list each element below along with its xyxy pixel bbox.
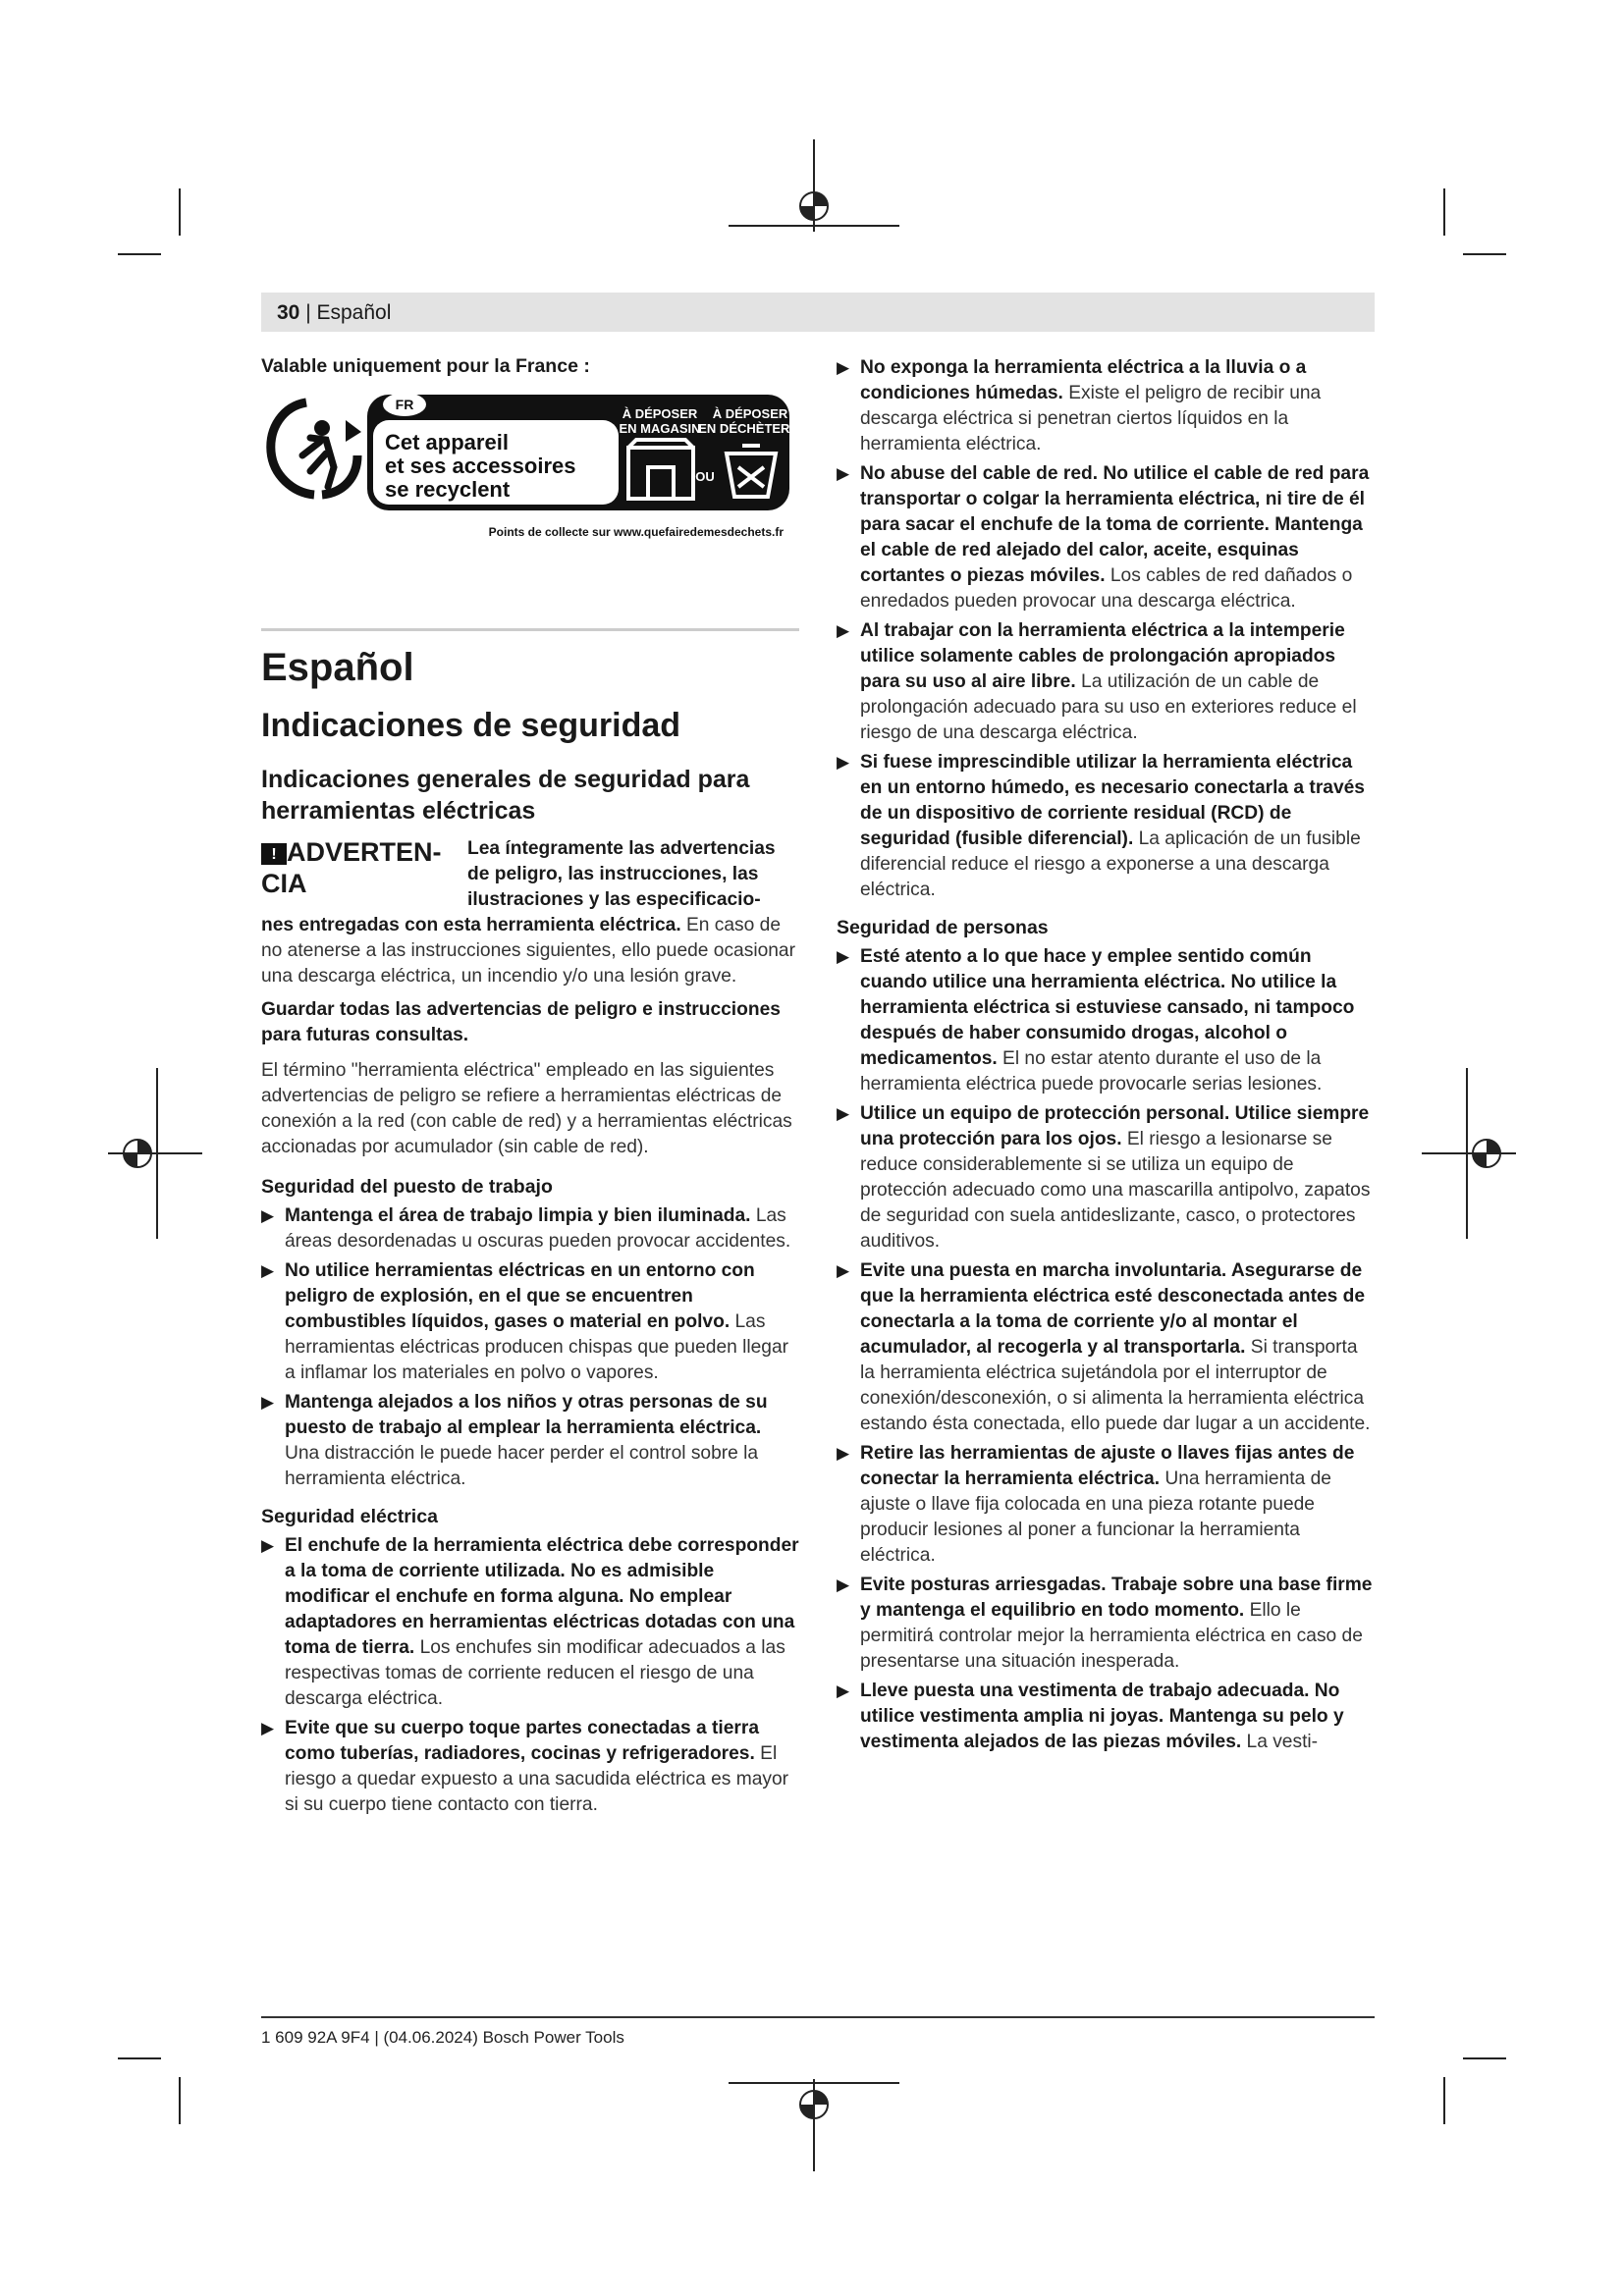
list-item: ▶ Mantenga alejados a los niños y otras personas de su puesto de trabajo al emplear la herramienta eléctrica. Una distracción le puede hacer perder el control sobre la herramienta eléctrica. [261, 1392, 768, 1489]
recycle-line3: se recyclent [385, 477, 511, 502]
safety-title: Indicaciones de seguridad [261, 707, 681, 744]
warning-icon: ! [261, 843, 287, 865]
list-item: ▶ No exponga la herramienta eléctrica a la lluvia o a condiciones húmedas. Existe el peligro de recibir una descarga eléctrica si penetran ciertos líquidos en la herramienta eléctrica. [837, 357, 1322, 454]
electrical-heading: Seguridad eléctrica [261, 1506, 438, 1527]
warning-label: ! ADVERTEN- CIA [261, 837, 442, 898]
language-title: Español [261, 646, 414, 689]
footer-rule [261, 2016, 1375, 2018]
list-item: ▶ Retire las herramientas de ajuste o llaves fijas antes de conectar la herramienta eléctrica. Una herramienta de ajuste o llave fija colocada en una pieza rotante puede producir lesiones al poner a funcionar la herramienta eléctrica. [837, 1443, 1355, 1566]
list-item: ▶ Lleve puesta una vestimenta de trabajo adecuada. No utilice vestimenta amplia ni joyas. Mantenga su pelo y vestimenta alejados de las piezas móviles. La vesti- [837, 1681, 1344, 1752]
list-item: ▶ El enchufe de la herramienta eléctrica debe corresponder a la toma de corriente utilizada. No es admisible modificar el enchufe en forma alguna. No emplear adaptadores en herramientas eléctricas dotadas con una toma de tierra. Los enchufes sin modificar adecuados a las respectivas tomas de corriente reducen el riesgo de una descarga eléctrica. [261, 1535, 799, 1709]
registration-mark-right [1422, 1068, 1516, 1239]
crop-mark [179, 188, 181, 236]
section-divider [261, 628, 799, 631]
crop-mark [1463, 253, 1506, 255]
recycle-line1: Cet appareil [385, 430, 509, 454]
warning-bold-text: Lea íntegramente las advertencias de peligro, las instrucciones, las ilustraciones y las especificacio- [467, 838, 776, 910]
list-item: ▶ Evite posturas arriesgadas. Trabaje sobre una base firme y mantenga el equilibrio en todo momento. Ello le permitirá controlar mejor la herramienta eléctrica en caso de presentarse una situación inesperada. [837, 1575, 1373, 1672]
page-number: 30 [277, 301, 300, 324]
warning-text: nes entregadas con esta herramienta eléctrica. En caso de no atenerse a las instrucciones siguientes, ello puede ocasionar una descarga eléctrica, un incendio y/o una lesión grave. [261, 915, 795, 987]
registration-mark-bottom [729, 2079, 899, 2171]
left-column-body [261, 644, 799, 1822]
crop-mark [179, 2077, 181, 2124]
left-column [261, 353, 799, 379]
registration-mark-left [108, 1068, 202, 1239]
collect-note: Points de collecte sur www.quefairedemesdechets.fr [488, 525, 784, 539]
crop-mark [118, 2057, 161, 2059]
crop-mark [1463, 2057, 1506, 2059]
right-column [837, 355, 1375, 1759]
crop-mark [1443, 2077, 1445, 2124]
warning-block [261, 836, 799, 989]
keep-instructions: Guardar todas las advertencias de peligro e instrucciones para futuras consultas. [261, 999, 781, 1045]
recycle-line2: et ses accessoires [385, 454, 576, 478]
france-heading: Valable uniquement pour la France : [261, 355, 590, 377]
list-item: ▶ Utilice un equipo de protección personal. Utilice siempre una protección para los ojos. El riesgo a lesionarse se reduce considerablemente si se utiliza un equipo de protección adecuado como una mascarilla antipolvo, zapatos de seguridad con suela antideslizante, casco, o protectores auditivos. [837, 1103, 1371, 1252]
triman-recycle-logo [257, 389, 807, 546]
dump-label2: EN DÉCHÈTERIE [698, 421, 802, 436]
registration-mark-top [729, 139, 899, 232]
list-item: ▶ No utilice herramientas eléctricas en un entorno con peligro de explosión, en el que se encuentren combustibles líquidos, gases o material en polvo. Las herramientas eléctricas producen chispas que pueden llegar a inflamar los materiales en polvo o vapores. [261, 1260, 789, 1383]
crop-mark [1443, 188, 1445, 236]
list-item: ▶ Evite una puesta en marcha involuntaria. Asegurarse de que la herramienta eléctrica esté desconectada antes de conectarla a la toma de corriente y/o al montar el acumulador, al recogerla y al transportarla. Si transporta la herramienta eléctrica sujetándola por el interruptor de conexión/desconexión, o si alimenta la herramienta eléctrica estando ésta conectada, ello puede dar lugar a un accidente. [837, 1260, 1371, 1434]
or-label: OU [695, 469, 715, 484]
list-item: ▶ Mantenga el área de trabajo limpia y bien iluminada. Las áreas desordenadas u oscuras pueden provocar accidentes. [261, 1205, 791, 1252]
list-item: ▶ Al trabajar con la herramienta eléctrica a la intemperie utilice solamente cables de prolongación apropiados para su uso al aire libre. La utilización de un cable de prolongación adecuado para su uso en exteriores reduce el riesgo de una descarga eléctrica. [837, 620, 1357, 743]
list-item: ▶ No abuse del cable de red. No utilice el cable de red para transportar o colgar la herramienta eléctrica, ni tire de él para sacar el enchufe de la toma de corriente. Mantenga el cable de red alejado del calor, aceite, esquinas cortantes o piezas móviles. Los cables de red dañados o enredados pueden provocar una descarga eléctrica. [837, 463, 1370, 612]
workplace-heading: Seguridad del puesto de trabajo [261, 1176, 553, 1198]
triman-icon [271, 402, 361, 495]
header-section: Español [316, 301, 392, 324]
page-header: 30 | Español [261, 293, 1375, 332]
store-label1: À DÉPOSER [622, 406, 698, 421]
fr-badge: FR [395, 397, 414, 412]
crop-mark [118, 253, 161, 255]
list-item: ▶ Esté atento a lo que hace y emplee sentido común cuando utilice una herramienta eléctrica. No utilice la herramienta eléctrica si estuviese cansado, ni tampoco después de haber consumido drogas, alcohol o medicamentos. El no estar atento durante el uso de la herramienta eléctrica puede provocarle serias lesiones. [837, 946, 1355, 1095]
dump-label1: À DÉPOSER [712, 406, 788, 421]
list-item: ▶ Evite que su cuerpo toque partes conectadas a tierra como tuberías, radiadores, cocinas y refrigeradores. El riesgo a quedar expuesto a una sacudida eléctrica es mayor si su cuerpo tiene contacto con tierra. [261, 1718, 789, 1815]
term-text: El término "herramienta eléctrica" empleado en las siguientes advertencias de peligro se refiere a herramientas eléctricas de conexión a la red (con cable de red) y a herramientas eléctricas accionadas por acumulador (sin cable de red). [261, 1060, 792, 1157]
personal-heading: Seguridad de personas [837, 917, 1049, 938]
store-label2: EN MAGASIN [619, 421, 701, 436]
general-title: Indicaciones generales de seguridad para herramientas eléctricas [261, 766, 750, 825]
list-item: ▶ Si fuese imprescindible utilizar la herramienta eléctrica en un entorno húmedo, es necesario conectarla a través de un dispositivo de corriente residual (RCD) de seguridad (fusible diferencial). La aplicación de un fusible diferencial reduce el riesgo a exponerse a una descarga eléctrica. [837, 752, 1365, 900]
footer-text: 1 609 92A 9F4 | (04.06.2024) Bosch Power Tools [261, 2028, 624, 2047]
